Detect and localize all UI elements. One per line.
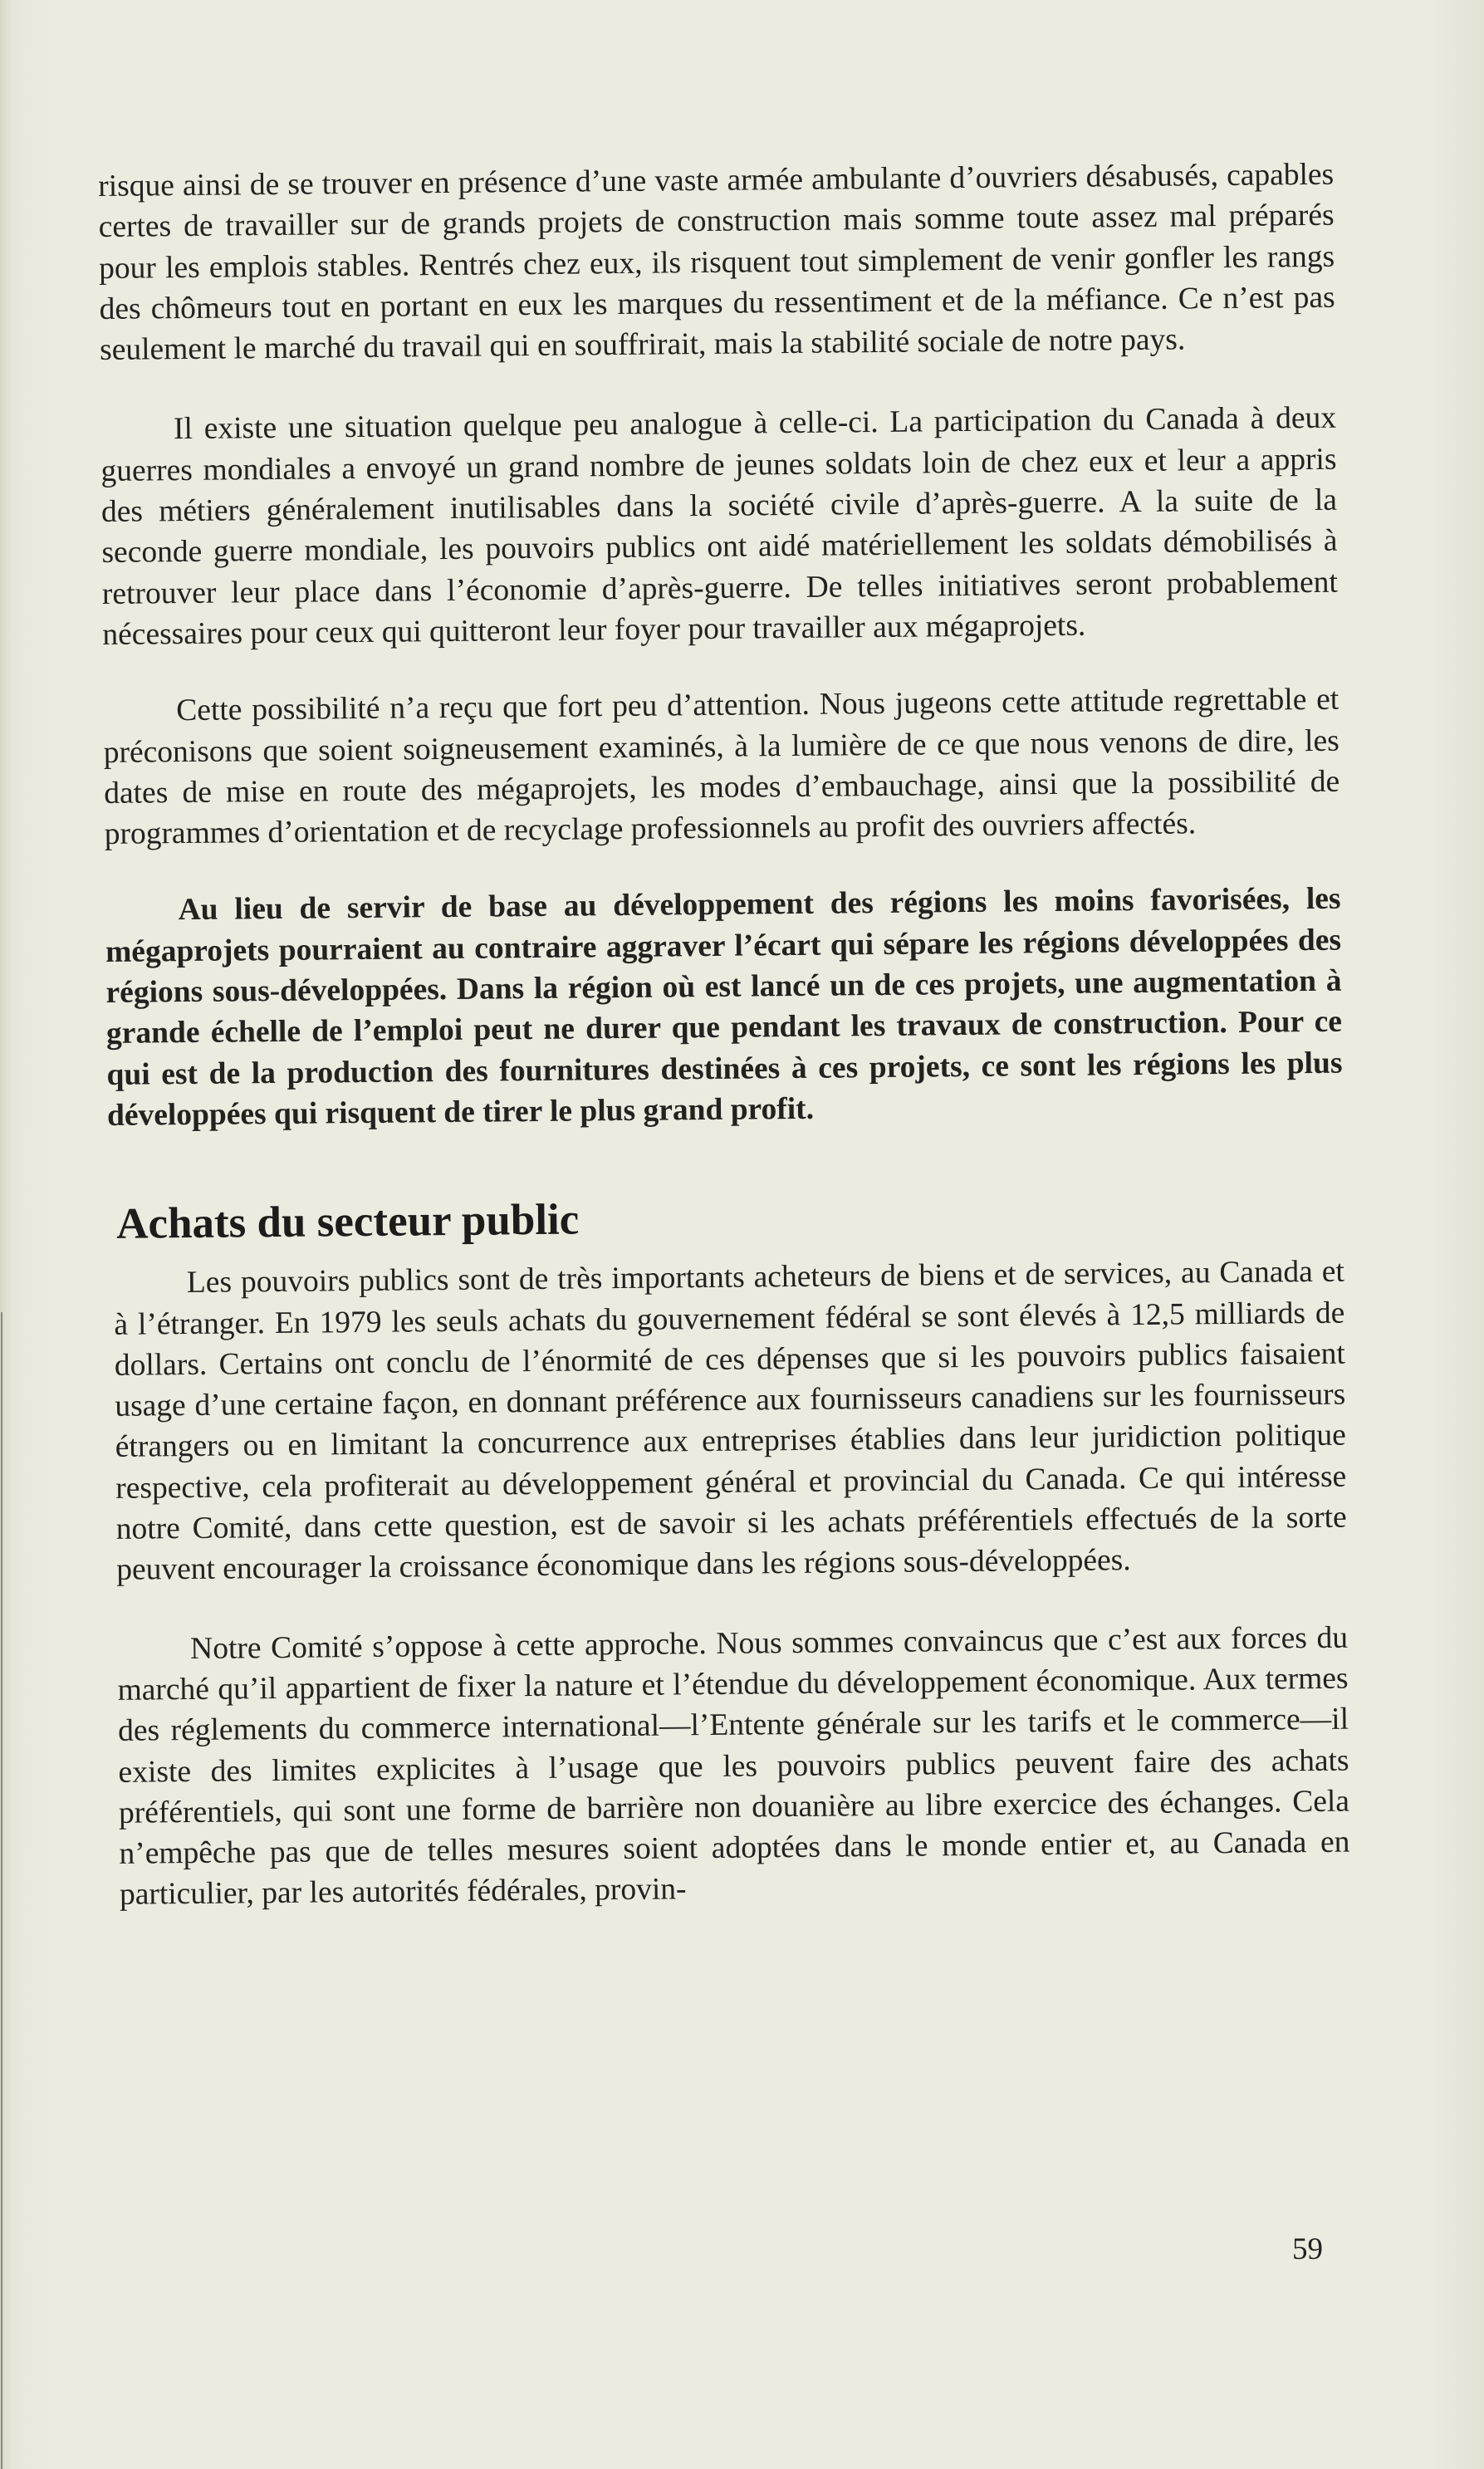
paragraph-continuation: risque ainsi de se trouver en présence d’une vaste armée ambulante d’ouvriers désabusés, capables certes de travailler sur de grands projets de construction mais somme toute assez mal préparés pour les emplois stables. Rentrés chez eux, ils risquent tout simplement de venir gonfler les rangs des chômeurs tout en portant en eux les marques du ressentiment et de la méfiance. Ce n’est pas seulement le marché du travail qui en souffrirait, mais la stabilité sociale de notre pays. — [98, 157, 1335, 368]
paragraph-wartime-analogy: Il existe une situation quelque peu analogue à celle-ci. La participation du Canada à deux guerres mondiales a envoyé un grand nombre de jeunes soldats loin de chez eux et leur a appris des métiers généralement inutilisables dans la société civile d’après-guerre. A la suite de la seconde guerre mondiale, les pouvoirs publics ont aidé matériellement les soldats démobilisés à retrouver leur place dans l’économie d’après-guerre. De telles initiatives seront probablement nécessaires pour ceux qui quitteront leur foyer pour travailler aux mégaprojets. — [100, 401, 1339, 652]
section-heading: Achats du secteur public — [115, 1195, 580, 1249]
paragraph-recommendation: Cette possibilité n’a reçu que fort peu d’attention. Nous jugeons cette attitude regrettable et préconisons que soient soigneusement examinés, à la lumière de ce que nous venons de dire, les dates de mise en route des mégaprojets, les modes d’embauchage, ainsi que la possibilité de programmes d’orientation et de recyclage professionnels au profit des ouvriers affectés. — [103, 682, 1340, 852]
paragraph-public-purchasing: Les pouvoirs publics sont de très importants acheteurs de biens et de services, au Canada et à l’étranger. En 1979 les seuls achats du gouvernement fédéral se sont élevés à 12,5 milliards de dollars. Certains ont conclu de l’énormité de ces dépenses que si les pouvoirs publics faisaient usage d’une certaine façon, en donnant préférence aux fournisseurs canadiens sur les fournisseurs étrangers ou en limitant la concurrence aux entreprises établies dans leur juridiction politique respective, cela profiterait au développement général et provincial du Canada. Ce qui intéresse notre Comité, dans cette question, est de savoir si les achats préférentiels effectués de la sorte peuvent encourager la croissance économique dans les régions sous-développées. — [114, 1254, 1347, 1588]
paragraph-bold-summary: Au lieu de servir de base au développement des régions les moins favorisées, les mégaprojets pourraient au contraire aggraver l’écart qui sépare les régions développées des régions sous-développées. Dans la région où est lancé un de ces projets, une augmentation à grande échelle de l’emploi peut ne durer que pendant les travaux de construction. Pour ce qui est de la production des fournitures destinées à ces projets, ce sont les régions les plus développées qui risquent de tirer le plus grand profit. — [105, 882, 1343, 1133]
scan-edge-line — [1, 1312, 2, 2469]
page-number: 59 — [1292, 2232, 1323, 2266]
paragraph-committee-position: Notre Comité s’oppose à cette approche. Nous sommes convaincus que c’est aux forces du marché qu’il appartient de fixer la nature et l’étendue du développement économique. Aux termes des réglements du commerce international—l’Entente générale sur les tarifs et le commerce—il existe des limites explicites à l’usage que les pouvoirs publics peuvent faire des achats préférentiels, qui sont une forme de barrière non douanière au libre exercice des échanges. Cela n’empêche pas que de telles mesures soient adoptées dans le monde entier et, au Canada en particulier, par les autorités fédérales, provin- — [117, 1620, 1350, 1913]
page-body — [98, 154, 1350, 1916]
